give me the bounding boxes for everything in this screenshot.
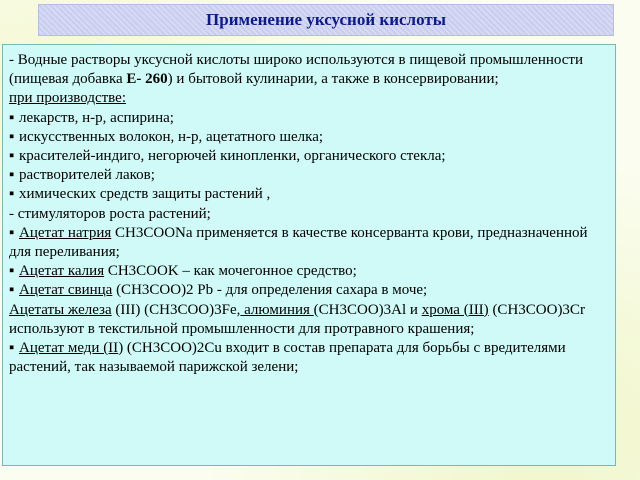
bullet-icon: ▪	[9, 167, 15, 184]
bullet-icon: ▪	[9, 340, 15, 357]
production-item-text: лекарств, н-р, аспирина;	[19, 109, 174, 126]
bullet-icon: ▪	[9, 263, 15, 280]
chromium-acetate-name: хрома (III)	[421, 301, 489, 318]
production-item-text: искусственных волокон, н-р, ацетатного шелка;	[19, 128, 324, 145]
production-item	[9, 185, 609, 204]
production-heading	[9, 89, 609, 108]
lead-acetate-item	[9, 281, 609, 300]
food-additive-code: Е- 260	[126, 71, 168, 88]
production-heading-text: при производстве:	[9, 90, 126, 107]
title-bar	[38, 4, 614, 36]
chromium-acetate-text: (CH3COO)3Cr используют в текстильной промышленности для протравного крашения;	[9, 301, 585, 337]
production-item	[9, 166, 609, 185]
production-item	[9, 128, 609, 147]
bullet-icon: ▪	[9, 224, 15, 241]
aluminium-acetate-name: алюминия	[240, 301, 314, 318]
growth-line: - стимуляторов роста растений;	[9, 205, 211, 222]
intro-lead: - Водные растворы уксусной кислоты широко используются в пищевой промышленности (пищевая добавка	[9, 52, 584, 88]
iron-acetate-name: Ацетаты железа	[9, 301, 112, 318]
copper-acetate-item	[9, 339, 609, 377]
production-item	[9, 147, 609, 166]
iron-acetate-formula: (III) (CH3COO)3Fe,	[111, 301, 241, 318]
potassium-acetate-text: CH3COOK – как мочегонное средство;	[104, 263, 357, 280]
bullet-icon: ▪	[9, 148, 15, 165]
iron-aluminium-chromium-item	[9, 301, 609, 339]
sodium-acetate-item	[9, 224, 609, 262]
lead-acetate-name: Ацетат свинца	[19, 282, 113, 299]
production-item-text: химических средств защиты растений ,	[19, 186, 271, 203]
slide-title: Применение уксусной кислоты	[206, 10, 446, 29]
bullet-icon: ▪	[9, 186, 15, 203]
sodium-acetate-text: CH3COONa применяется в качестве консерванта крови, предназначенной для переливания;	[9, 224, 588, 261]
intro-tail: ) и бытовой кулинарии, а также в консервировании;	[167, 71, 499, 88]
bullet-icon: ▪	[9, 128, 15, 145]
aluminium-acetate-formula: (CH3COO)3Al и	[313, 301, 422, 318]
bullet-icon: ▪	[9, 109, 15, 126]
bullet-icon: ▪	[9, 282, 15, 299]
production-item-text: красителей-индиго, негорючей кинопленки, органического стекла;	[19, 148, 446, 165]
potassium-acetate-name: Ацетат калия	[19, 263, 105, 280]
content-box	[2, 44, 616, 466]
copper-acetate-name: Ацетат меди (II	[19, 340, 119, 357]
production-item	[9, 109, 609, 128]
production-item-text: растворителей лаков;	[19, 167, 155, 184]
sodium-acetate-name: Ацетат натрия	[19, 224, 112, 241]
copper-acetate-text: ) (CH3COO)2Cu входит в состав препарата для борьбы с вредителями растений, так называемой парижской зелени;	[9, 340, 566, 376]
intro-paragraph	[9, 51, 609, 89]
potassium-acetate-item	[9, 262, 609, 281]
lead-acetate-text: (CH3COO)2 Pb - для определения сахара в моче;	[112, 282, 428, 299]
